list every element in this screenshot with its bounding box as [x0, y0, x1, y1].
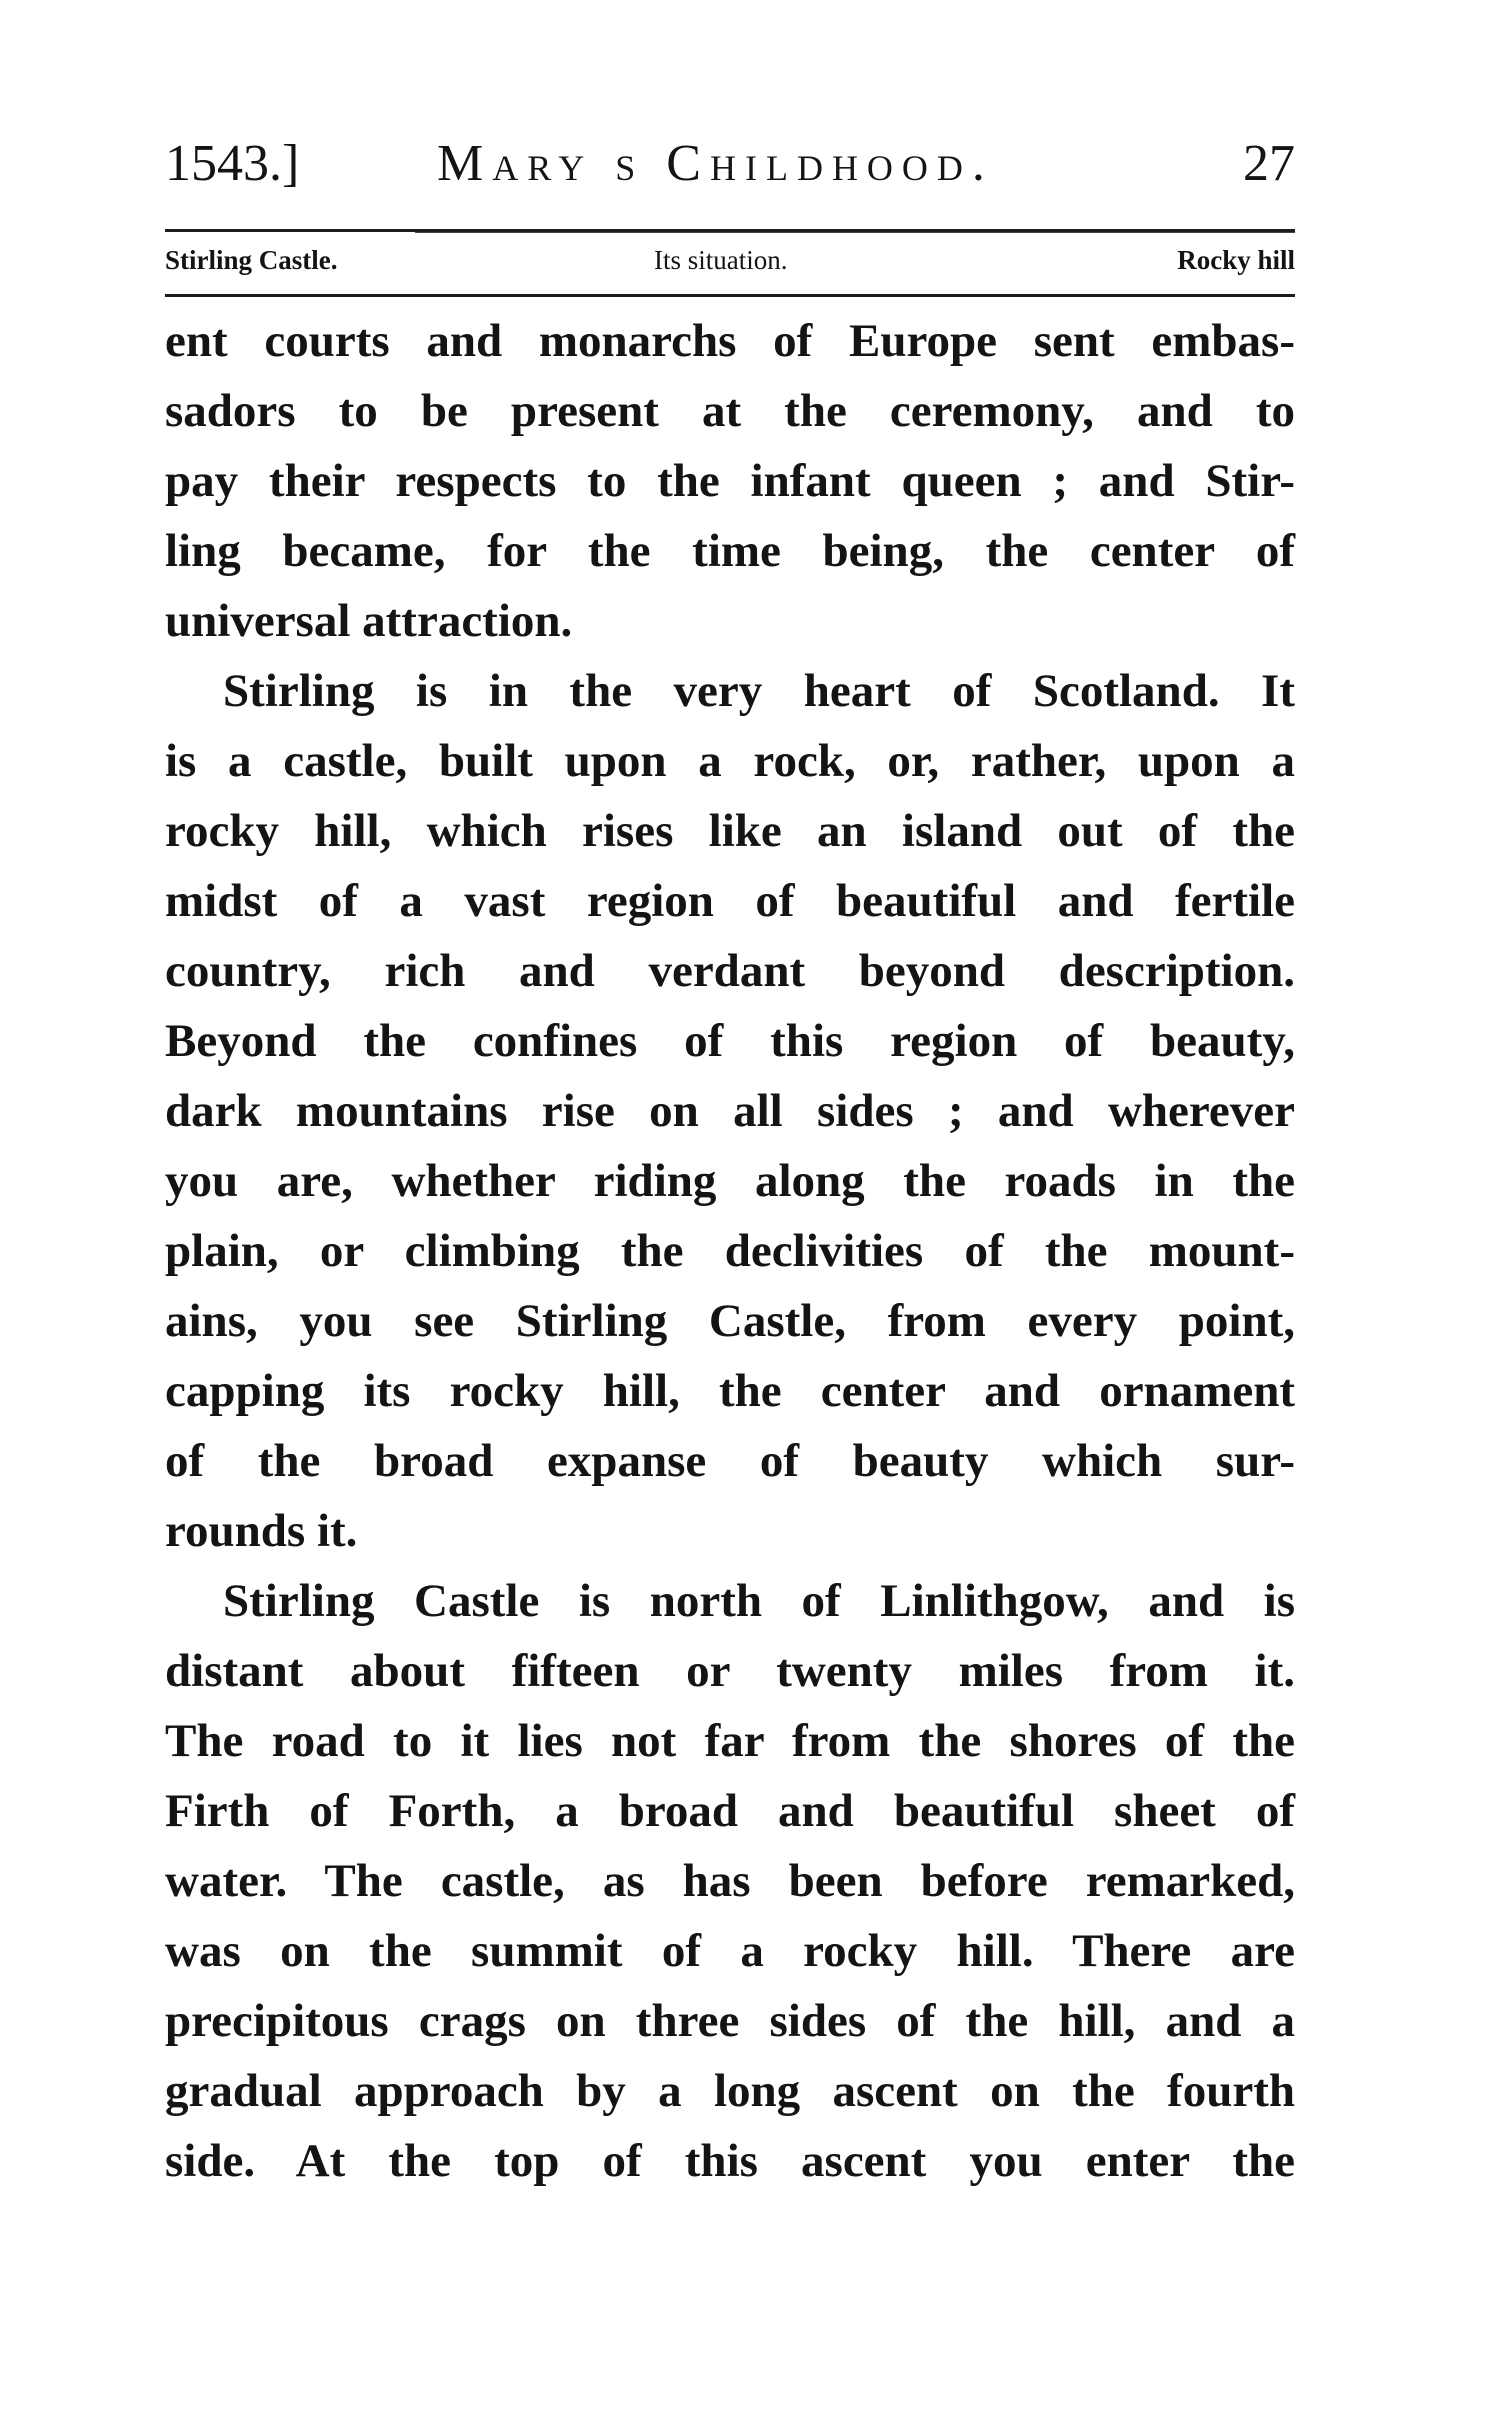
text-line: of the broad expanse of beauty which sur-	[165, 1435, 1295, 1487]
text-line: rocky hill, which rises like an island out of the	[165, 805, 1295, 857]
text-line: Stirling is in the very heart of Scotland. It	[223, 665, 1295, 717]
text-line: ling became, for the time being, the center of	[165, 525, 1295, 577]
text-line: was on the summit of a rocky hill. There are	[165, 1925, 1295, 1977]
page-number: 27	[1243, 135, 1295, 192]
paragraph	[165, 656, 1295, 1566]
text-line: rounds it.	[165, 1505, 358, 1557]
subhead-left: Stirling Castle.	[165, 245, 338, 275]
header-rule-bottom	[165, 294, 1295, 297]
text-line: midst of a vast region of beautiful and fertile	[165, 875, 1295, 927]
text-line: capping its rocky hill, the center and ornament	[165, 1365, 1295, 1417]
running-head	[165, 128, 1295, 198]
subhead-right: Rocky hill	[1177, 245, 1295, 275]
header-year: 1543.]	[165, 135, 300, 192]
text-line: country, rich and verdant beyond description.	[165, 945, 1295, 997]
chapter-title: Mary s Childhood.	[437, 135, 994, 192]
text-line: sadors to be present at the ceremony, and to	[165, 385, 1295, 437]
text-line: is a castle, built upon a rock, or, rather, upon a	[165, 735, 1295, 787]
text-line: precipitous crags on three sides of the hill, and a	[165, 1995, 1295, 2047]
book-page	[165, 128, 1295, 2187]
text-line: universal attraction.	[165, 595, 573, 647]
text-line: The road to it lies not far from the shores of the	[165, 1715, 1295, 1767]
text-line: Stirling Castle is north of Linlithgow, and is	[223, 1575, 1295, 1627]
text-line: ains, you see Stirling Castle, from every point,	[165, 1295, 1295, 1347]
text-line: ent courts and monarchs of Europe sent embas-	[165, 315, 1295, 367]
paragraph	[165, 306, 1295, 656]
text-line: Firth of Forth, a broad and beautiful sheet of	[165, 1785, 1295, 1837]
text-line: pay their respects to the infant queen ; and Stir-	[165, 455, 1295, 507]
header-rule-top-thin	[415, 232, 1295, 233]
body-text	[165, 306, 1295, 2196]
text-line: side. At the top of this ascent you enter the	[165, 2135, 1295, 2187]
text-line: gradual approach by a long ascent on the fourth	[165, 2065, 1295, 2117]
text-line: Beyond the confines of this region of beauty,	[165, 1015, 1295, 1067]
subhead-center: Its situation.	[654, 245, 788, 275]
marginal-subheads	[165, 245, 1295, 285]
text-line: water. The castle, as has been before remarked,	[165, 1855, 1295, 1907]
text-line: you are, whether riding along the roads in the	[165, 1155, 1295, 1207]
paragraph	[165, 1566, 1295, 2196]
text-line: dark mountains rise on all sides ; and wherever	[165, 1085, 1295, 1137]
text-line: plain, or climbing the declivities of the mount-	[165, 1225, 1295, 1277]
text-line: distant about fifteen or twenty miles from it.	[165, 1645, 1295, 1697]
